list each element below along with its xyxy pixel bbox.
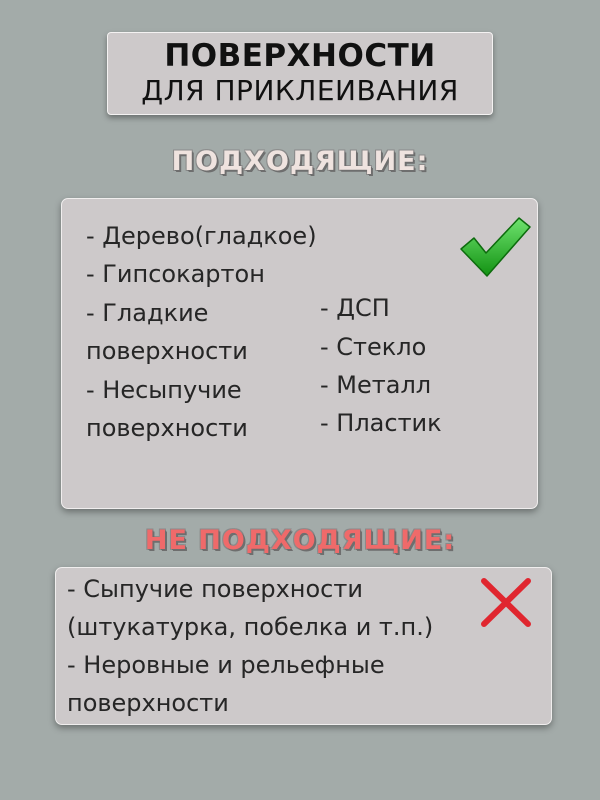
title-box	[107, 32, 493, 115]
unsuitable-heading: НЕ ПОДХОДЯЩИЕ:	[144, 525, 456, 556]
suitable-item: - Несыпучие поверхности	[86, 376, 248, 442]
suitable-item: - Гипсокартон	[86, 260, 265, 288]
unsuitable-item: - Сыпучие поверхности (штукатурка, побелка и т.п.)	[67, 575, 434, 641]
suitable-item: - Дерево(гладкое)	[86, 222, 317, 250]
suitable-item: - ДСП	[320, 294, 390, 322]
suitable-item: - Пластик	[320, 409, 442, 437]
title-line-2: ДЛЯ ПРИКЛЕИВАНИЯ	[141, 74, 459, 107]
suitable-item: - Гладкие поверхности	[86, 299, 248, 365]
unsuitable-panel	[55, 567, 552, 725]
unsuitable-item: - Неровные и рельефные поверхности	[67, 651, 385, 717]
suitable-item: - Металл	[320, 371, 432, 399]
suitable-panel	[61, 198, 538, 509]
checkmark-icon	[459, 216, 531, 278]
suitable-item: - Стекло	[320, 333, 427, 361]
cross-icon	[478, 577, 534, 629]
title-line-1: ПОВЕРХНОСТИ	[164, 38, 436, 74]
suitable-heading: ПОДХОДЯЩИЕ:	[171, 146, 429, 177]
